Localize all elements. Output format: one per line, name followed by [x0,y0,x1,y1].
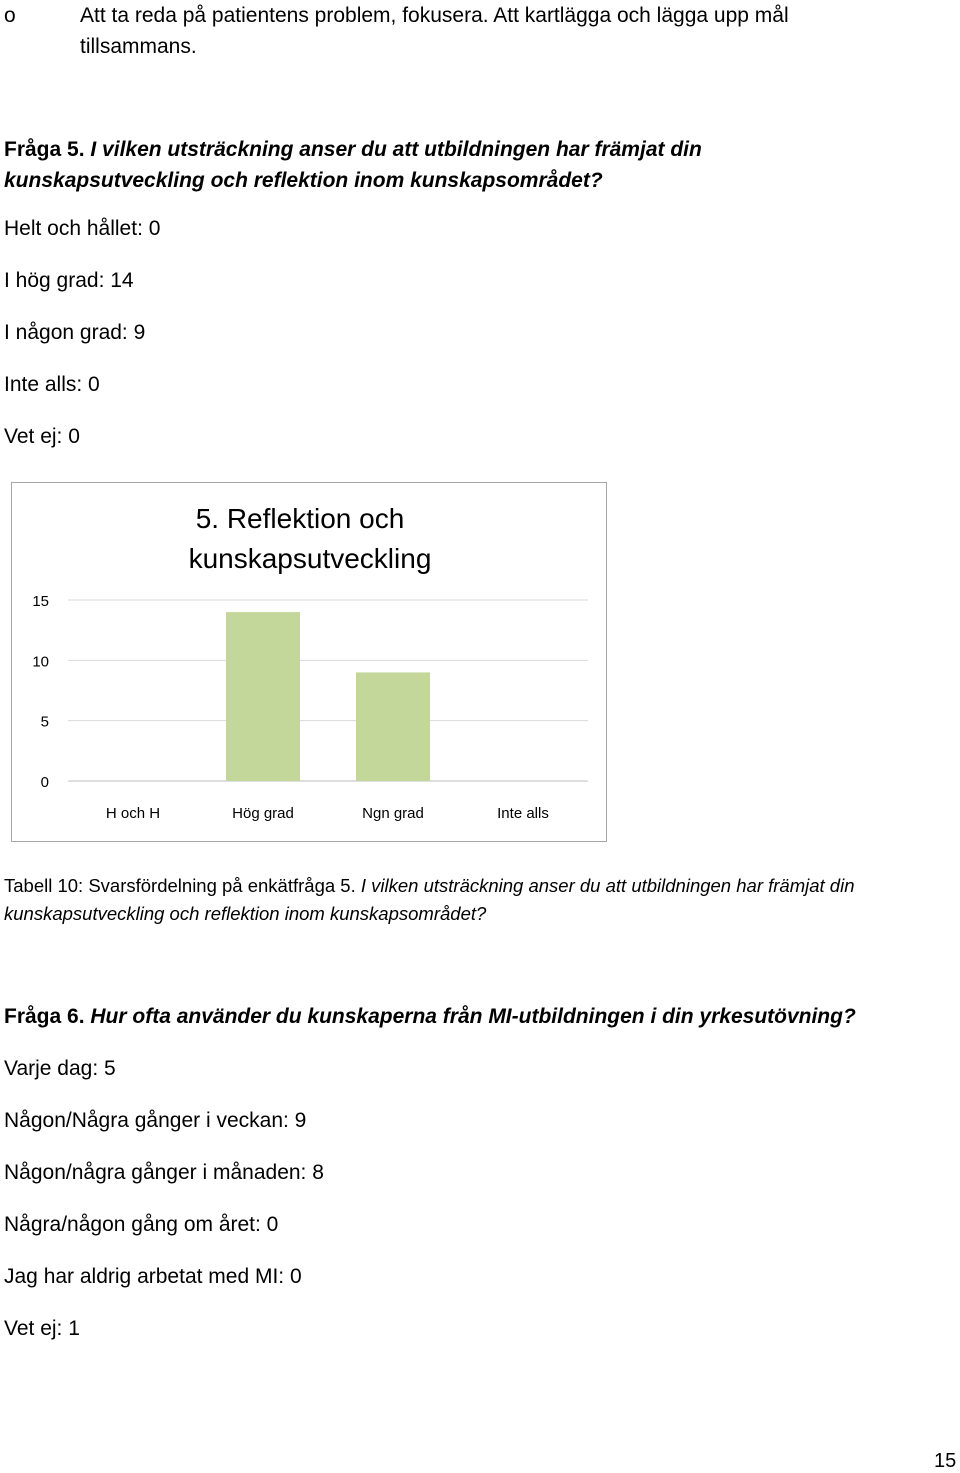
y-tick-label-5: 5 [40,713,49,731]
answer-gang-om-aret: Några/någon gång om året: 0 [4,1213,279,1236]
answer-vet-ej-q6: Vet ej: 1 [4,1317,80,1340]
question-5-text-line1: I vilken utsträckning anser du att utbildningen har främjat din [90,138,702,161]
answer-inte-alls: Inte alls: 0 [4,373,100,396]
answer-i-hog-grad: I hög grad: 14 [4,269,134,292]
question-6-text: Hur ofta använder du kunskaperna från MI-utbildningen i din yrkesutövning? [90,1005,856,1028]
answer-gang-i-manaden: Någon/några gånger i månaden: 8 [4,1161,324,1184]
bullet-text-line2: tillsammans. [80,35,197,58]
answer-aldrig-arbetat: Jag har aldrig arbetat med MI: 0 [4,1265,302,1288]
answer-vet-ej: Vet ej: 0 [4,425,80,448]
y-tick-label-15: 15 [32,593,49,610]
question-5-text-line2: kunskapsutveckling och reflektion inom kunskapsområdet? [4,169,603,192]
x-tick-label-4: Inte alls [497,805,549,822]
answer-i-nagon-grad: I någon grad: 9 [4,321,146,344]
chart-title-line2: kunskapsutveckling [188,543,432,574]
bullet-marker: o [4,4,16,27]
answer-varje-dag: Varje dag: 5 [4,1057,116,1080]
y-tick-label-0: 0 [40,774,49,791]
table-caption [4,872,954,928]
answer-helt-och-hallet: Helt och hållet: 0 [4,217,161,240]
x-tick-label-3: Ngn grad [362,805,424,822]
x-tick-label-2: Hög grad [232,805,294,822]
question-6-label: Fråga 6. [4,1005,85,1028]
y-tick-label-10: 10 [32,653,49,671]
caption-normal: Tabell 10: Svarsfördelning på enkätfråga 5. [4,875,361,896]
question-6-heading [4,1005,856,1029]
answer-gang-i-veckan: Någon/Några gånger i veckan: 9 [4,1109,307,1132]
bar-3 [356,672,430,781]
bullet-text-line1: Att ta reda på patientens problem, fokusera. Att kartlägga och lägga upp mål [80,4,789,27]
page-number: 15 [934,1450,957,1472]
caption-italic: I vilken utsträckning anser du att utbildningen har främjat din kunskapsutveckling och reflektion inom kunskapsområdet? [4,875,855,924]
bar-2 [226,612,300,781]
question-5-label: Fråga 5. [4,138,85,161]
x-tick-label-1: H och H [105,805,161,822]
chart-title-line1: 5. Reflektion och [195,503,405,534]
